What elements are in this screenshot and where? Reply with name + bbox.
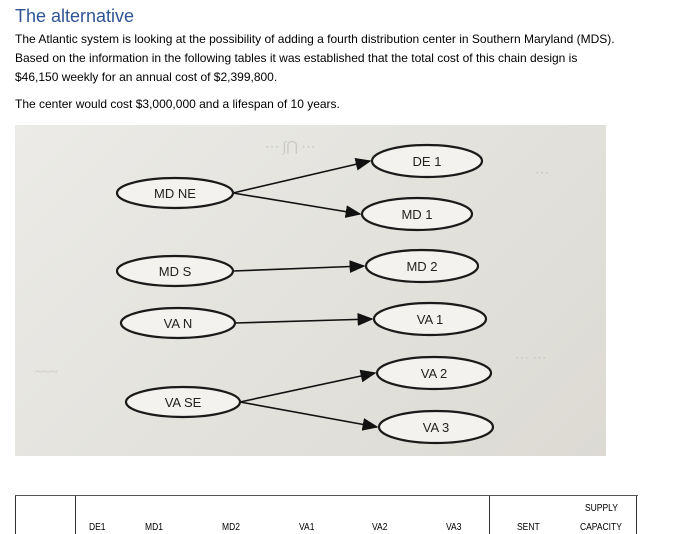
node-label-md-1: MD 1: [401, 207, 433, 222]
col-header-va2: VA2: [372, 522, 388, 533]
col-header-supply: SUPPLY: [585, 503, 618, 514]
col-header-md1: MD1: [145, 522, 163, 533]
col-header-de1: DE1: [89, 522, 106, 533]
link-va-se-to-va-3: [240, 402, 377, 427]
link-md-s-to-md-2: [233, 266, 364, 271]
col-header-va3: VA3: [446, 522, 462, 533]
col-header-capacity: CAPACITY: [580, 522, 622, 533]
node-label-de-1: DE 1: [412, 154, 442, 169]
intro-paragraph: The Atlantic system is looking at the possibility of adding a fourth distribution center in Southern Maryland (MDS). Based on the information in the following tables it was established that the total cost of this chain design is $46,150 weekly for an annual cost of $2,399,800.: [15, 32, 615, 84]
node-label-va-1: VA 1: [416, 312, 444, 327]
node-label-md-ne: MD NE: [154, 186, 196, 201]
node-label-md-s: MD S: [158, 264, 192, 279]
col-header-sent: SENT: [517, 522, 540, 533]
network-links: [233, 161, 377, 427]
link-va-n-to-va-1: [235, 319, 372, 323]
col-header-md2: MD2: [222, 522, 240, 533]
node-va-se: [126, 387, 240, 417]
link-md-ne-to-de-1: [233, 161, 370, 193]
node-label-va-se: VA SE: [164, 395, 202, 410]
node-label-va-n: VA N: [163, 316, 193, 331]
distribution-network-photo: ⋯ ∫⋂ ⋯ ⋯ ~~~ ⋯ ⋯ MD NE MD S VA N VA SE DE 1 MD 1 MD 2 VA 1 VA 2 VA 3: [15, 125, 606, 456]
cost-paragraph: The center would cost $3,000,000 and a lifespan of 10 years.: [15, 97, 340, 111]
node-md-ne: [117, 178, 233, 208]
network-diagram: [15, 125, 606, 456]
node-va-n: [121, 308, 235, 338]
node-va-2: [377, 357, 491, 389]
node-md-s: [117, 256, 233, 286]
network-nodes: [117, 145, 493, 443]
link-va-se-to-va-2: [240, 373, 375, 402]
col-header-va1: VA1: [299, 522, 315, 533]
node-label-md-2: MD 2: [406, 259, 438, 274]
node-md-2: [366, 250, 478, 282]
section-heading: The alternative: [15, 6, 135, 26]
node-va-3: [379, 411, 493, 443]
link-md-ne-to-md-1: [233, 193, 360, 214]
node-va-1: [374, 303, 486, 335]
node-label-va-2: VA 2: [420, 366, 448, 381]
node-md-1: [362, 198, 472, 230]
node-de-1: [372, 145, 482, 177]
node-label-va-3: VA 3: [422, 420, 450, 435]
cost-table-header: [15, 495, 638, 534]
